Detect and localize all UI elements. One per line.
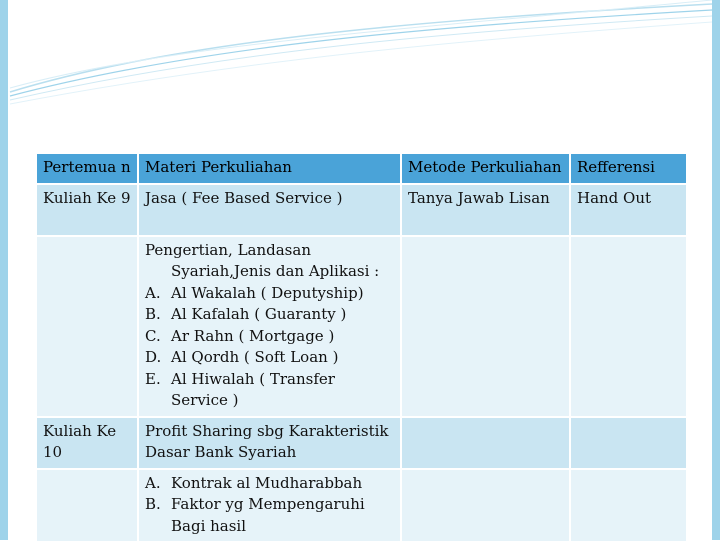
cell-materi bbox=[138, 469, 401, 543]
cell-pertemuan bbox=[36, 236, 138, 417]
cell-metode bbox=[401, 469, 570, 543]
cell-referensi bbox=[570, 417, 687, 469]
cell-metode: Tanya Jawab Lisan bbox=[401, 184, 570, 236]
list-item: D. Al Qordh ( Soft Loan ) bbox=[145, 348, 339, 366]
table-header-row bbox=[36, 153, 687, 184]
cell-referensi bbox=[570, 469, 687, 543]
header-metode: Metode Perkuliahan bbox=[401, 153, 570, 184]
list-item: A. Kontrak al Mudharabbah bbox=[145, 473, 363, 492]
left-frame-bar bbox=[0, 0, 8, 540]
table-row bbox=[36, 236, 687, 417]
cell-referensi: Hand Out bbox=[570, 184, 687, 236]
right-frame-bar bbox=[712, 0, 720, 540]
cell-referensi bbox=[570, 236, 687, 417]
list-item: C. Ar Rahn ( Mortgage ) bbox=[145, 326, 335, 345]
table-row bbox=[36, 417, 687, 469]
cell-pertemuan: Kuliah Ke 9 bbox=[36, 184, 138, 236]
cell-pertemuan bbox=[36, 469, 138, 543]
header-referensi: Refferensi bbox=[570, 153, 687, 184]
materi-list bbox=[145, 283, 394, 412]
cell-pertemuan: Kuliah Ke 10 bbox=[36, 417, 138, 469]
cell-materi bbox=[138, 236, 401, 417]
header-materi: Materi Perkuliahan bbox=[138, 153, 401, 184]
list-item: E. Al Hiwalah ( Transfer Service ) bbox=[145, 369, 335, 409]
list-item: B. Al Kafalah ( Guaranty ) bbox=[145, 305, 347, 323]
cell-metode bbox=[401, 236, 570, 417]
table-row bbox=[36, 469, 687, 543]
list-item: A. Al Wakalah ( Deputyship) bbox=[145, 283, 364, 302]
table-row bbox=[36, 184, 687, 236]
list-item: B. Faktor yg Mempengaruhi Bagi hasil bbox=[145, 495, 365, 535]
cell-materi: Jasa ( Fee Based Service ) bbox=[138, 184, 401, 236]
materi-list bbox=[145, 473, 394, 538]
cell-materi: Profit Sharing sbg Karakteristik Dasar Bank Syariah bbox=[138, 417, 401, 469]
header-pertemuan: Pertemua n bbox=[36, 153, 138, 184]
cell-metode bbox=[401, 417, 570, 469]
materi-intro: Pengertian, Landasan Syariah,Jenis dan Aplikasi : bbox=[145, 240, 380, 280]
course-schedule-table bbox=[35, 152, 688, 543]
